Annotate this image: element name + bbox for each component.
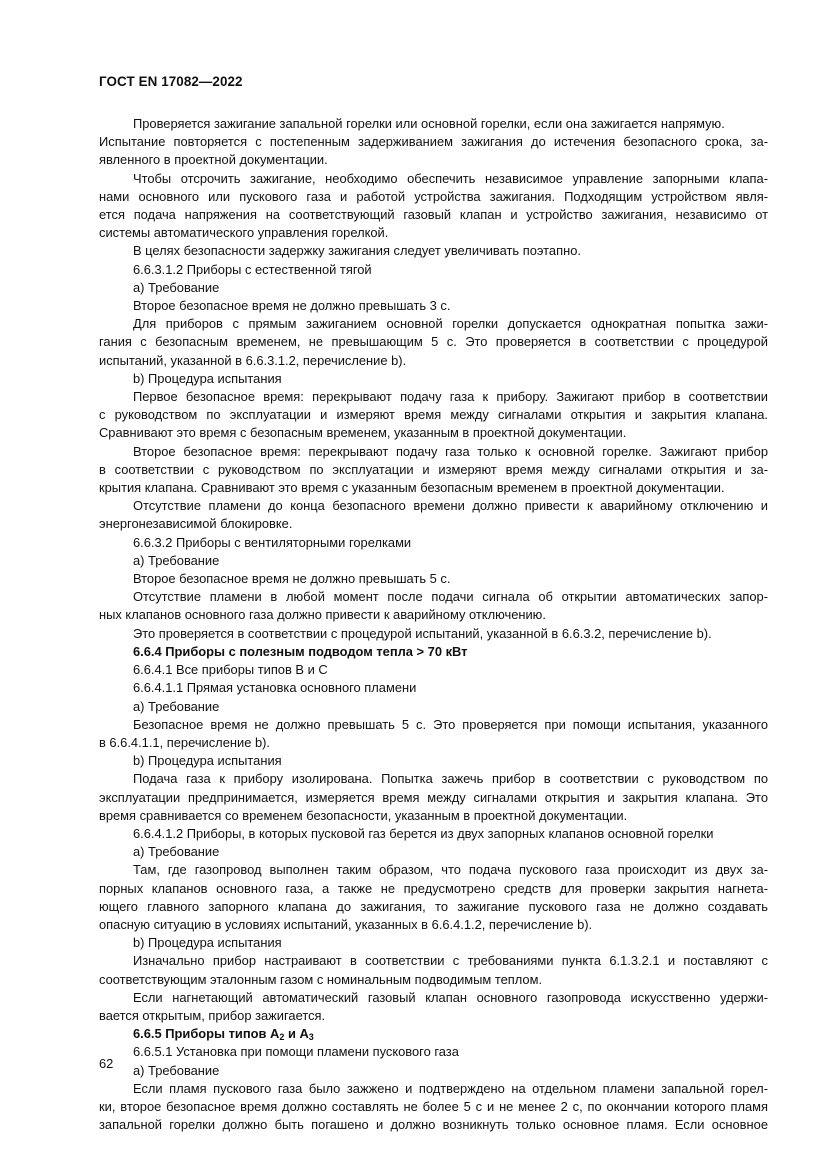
text-line: Второе безопасное время не должно превышать 5 с. bbox=[133, 571, 451, 587]
text-line: a) Требование bbox=[133, 698, 220, 714]
text-line: a) Требование bbox=[133, 844, 220, 860]
text-line: Это проверяется в соответствии с процедурой испытаний, указанной в 6.6.3.2, перечисление b). bbox=[133, 625, 712, 641]
text-line: Второе безопасное время не должно превышать 3 с. bbox=[133, 298, 451, 314]
text-line: Подача газа к прибору изолирована. Попытка зажечь прибор в соответствии с руководством по bbox=[133, 771, 768, 787]
text-line: b) Процедура испытания bbox=[133, 370, 282, 386]
section-heading: 6.6.4.1.1 Прямая установка основного пламени bbox=[133, 680, 417, 696]
text-line: испытаний, указанной в 6.6.3.1.2, перечисление b). bbox=[99, 352, 407, 368]
section-heading-bold bbox=[99, 1025, 768, 1043]
text-line: Первое безопасное время: перекрывают подачу газа к прибору. Зажигают прибор в соответствии bbox=[133, 389, 768, 405]
text-line: Безопасное время не должно превышать 5 с. Это проверяется при помощи испытания, указанного bbox=[133, 716, 768, 732]
section-heading: 6.6.4.1 Все приборы типов B и C bbox=[133, 662, 328, 678]
text-line: время сравнивается со временем безопасности, указанным в проектной документации. bbox=[99, 807, 628, 823]
text-line: b) Процедура испытания bbox=[133, 753, 282, 769]
text-line: энергонезависимой блокировке. bbox=[99, 516, 293, 532]
page-body bbox=[99, 115, 768, 1134]
text-line: Испытание повторяется с постепенным задерживанием зажигания до истечения безопасного срока, за- bbox=[99, 134, 768, 150]
text-line: вается открытым, прибор зажигается. bbox=[99, 1007, 326, 1023]
text-line: гания с безопасным временем, не превышающим 5 с. Это проверяется в соответствии с процедурой bbox=[99, 334, 768, 350]
text-line: a) Требование bbox=[133, 552, 220, 568]
heading-text: 6.6.5 Приборы типов A bbox=[133, 1026, 280, 1042]
text-line: нами основного или пускового газа и работой устройства зажигания. Подходящим устройством явля- bbox=[99, 188, 768, 204]
heading-text: и A bbox=[284, 1026, 309, 1042]
text-line: Там, где газопровод выполнен таким образом, что подача пускового газа происходит из двух за- bbox=[133, 862, 768, 878]
text-line: Для приборов с прямым зажиганием основной горелки допускается однократная попытка зажи- bbox=[133, 316, 768, 332]
section-heading: 6.6.5.1 Установка при помощи пламени пускового газа bbox=[133, 1044, 459, 1060]
text-line: Проверяется зажигание запальной горелки или основной горелки, если она зажигается напрямую. bbox=[133, 116, 725, 131]
section-heading: 6.6.4.1.2 Приборы, в которых пусковой газ берется из двух запорных клапанов основной горелки bbox=[133, 825, 714, 841]
subscript: 2 bbox=[279, 1032, 285, 1043]
text-line: с руководством по эксплуатации и измеряют время между сигналами открытия и закрытия клапана. bbox=[99, 407, 768, 423]
text-line: в соответствии с руководством по эксплуатации и измеряют время между сигналами открытия и за- bbox=[99, 461, 768, 477]
text-line: a) Требование bbox=[133, 1062, 220, 1078]
text-line: Чтобы отсрочить зажигание, необходимо обеспечить независимое управление запорными клапа- bbox=[133, 170, 768, 186]
section-heading: 6.6.3.1.2 Приборы с естественной тягой bbox=[133, 261, 372, 277]
text-line: явленного в проектной документации. bbox=[99, 152, 328, 168]
section-heading: 6.6.3.2 Приборы с вентиляторными горелками bbox=[133, 534, 412, 550]
text-line: Отсутствие пламени до конца безопасного времени должно привести к аварийному отключению и bbox=[133, 498, 768, 514]
text-line: Если нагнетающий автоматический газовый клапан основного газопровода искусственно удержи- bbox=[133, 989, 768, 1005]
text-line: в 6.6.4.1.1, перечисление b). bbox=[99, 734, 270, 750]
text-line: ных клапанов основного газа должно привести к аварийному отключению. bbox=[99, 607, 546, 623]
text-line: Второе безопасное время: перекрывают подачу газа только к основной горелке. Зажигают прибор bbox=[133, 443, 768, 459]
text-line: Изначально прибор настраивают в соответствии с требованиями пункта 6.1.3.2.1 и поставляют с bbox=[133, 953, 768, 969]
text-line: b) Процедура испытания bbox=[133, 935, 282, 951]
text-line: эксплуатации предпринимается, измеряется время между сигналами открытия и закрытия клапана. Это bbox=[99, 789, 768, 805]
text-line: Отсутствие пламени в любой момент после подачи сигнала об открытии автоматических запор- bbox=[133, 589, 768, 605]
standard-header: ГОСТ EN 17082—2022 bbox=[99, 74, 243, 89]
text-line: В целях безопасности задержку зажигания следует увеличивать поэтапно. bbox=[133, 243, 581, 259]
text-line: запальной горелки должно быть погашено и должно возникнуть только основное пламя. Если основное bbox=[99, 1117, 768, 1133]
page-number: 62 bbox=[99, 1056, 114, 1071]
text-line: опасную ситуацию в условиях испытаний, указанных в 6.6.4.1.2, перечисление b). bbox=[99, 916, 593, 932]
text-line: соответствующим эталонным газом с номинальным подводимым теплом. bbox=[99, 971, 543, 987]
text-line: системы автоматического управления горелкой. bbox=[99, 225, 389, 241]
text-line: Если пламя пускового газа было зажжено и подтверждено на отдельном пламени запальной горел- bbox=[133, 1080, 768, 1096]
text-line: a) Требование bbox=[133, 279, 220, 295]
text-line: Сравнивают это время с безопасным временем, указанным в проектной документации. bbox=[99, 425, 627, 441]
text-line: порных клапанов основного газа, а также не предусмотрено средств для проверки закрытия нагнета- bbox=[99, 880, 768, 896]
text-line: ется подача напряжения на соответствующий газовый клапан и устройство зажигания, независимо от bbox=[99, 207, 768, 223]
text-line: ющего главного запорного клапана до зажигания, то зажигание пускового газа не должно создавать bbox=[99, 898, 768, 914]
subscript: 3 bbox=[308, 1032, 314, 1043]
section-heading-bold: 6.6.4 Приборы с полезным подводом тепла > 70 кВт bbox=[133, 643, 468, 659]
text-line: ки, второе безопасное время должно составлять не более 5 с и не менее 2 с, по окончании которого пламя bbox=[99, 1098, 768, 1114]
text-line: крытия клапана. Сравнивают это время с указанным безопасным временем в проектной документации. bbox=[99, 480, 725, 496]
